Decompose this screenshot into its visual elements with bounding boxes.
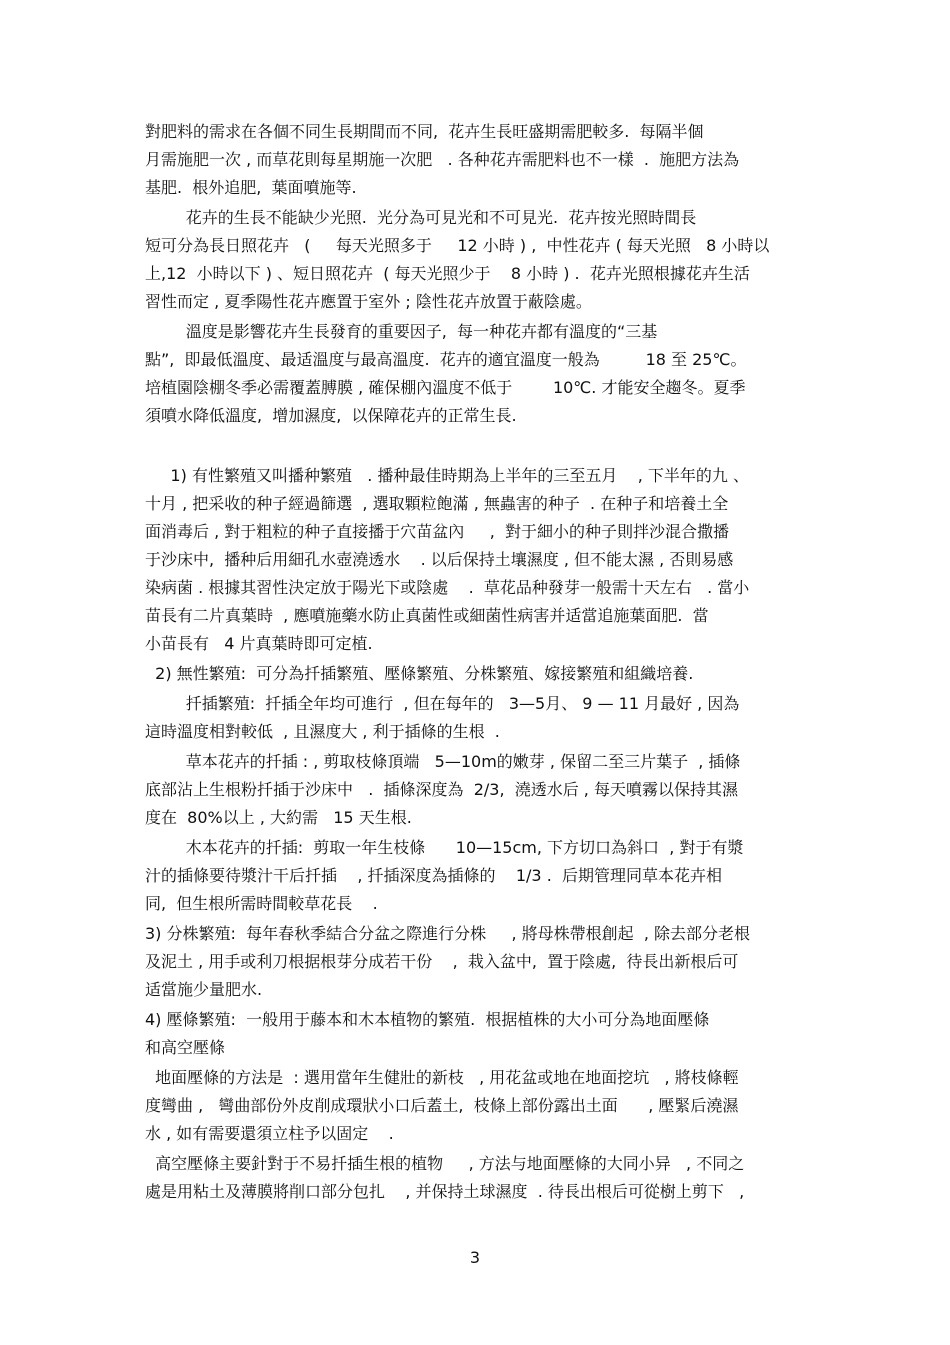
text-line: 對肥料的需求在各個不同生長期間而不同, 花卉生長旺盛期需肥較多. 每隔半個 (145, 122, 704, 141)
text-line: 花卉的生長不能缺少光照. 光分為可見光和不可見光. 花卉按光照時間長 (145, 208, 697, 227)
text-line: 4) 壓條繁殖: 一般用于藤本和木本植物的繁殖. 根据植株的大小可分為地面壓條 (145, 1010, 710, 1029)
text-line: 2) 無性繁殖: 可分為扦插繁殖、壓條繁殖、分株繁殖、嫁接繁殖和組織培養. (145, 664, 694, 683)
text-line: 基肥. 根外追肥, 葉面噴施等. (145, 178, 357, 197)
text-line: 十月 , 把采收的种子經過篩選 , 選取顆粒飽滿 , 無蟲害的种子 . 在种子和培養土全 (145, 494, 729, 513)
text-line: 草本花卉的扦插 : , 剪取枝條頂端 5—10m的嫩芽 , 保留二至三片葉子 , 插條 (145, 752, 741, 771)
text-line: 這時溫度相對較低 , 且濕度大 , 利于插條的生根 . (145, 722, 500, 741)
text-line: 水 , 如有需要還須立柱予以固定 . (145, 1124, 394, 1143)
text-line: 1) 有性繁殖又叫播种繁殖 . 播种最佳時期為上半年的三至五月 , 下半年的九 、 (145, 466, 749, 485)
text-line: 須噴水降低溫度, 增加濕度, 以保障花卉的正常生長. (145, 406, 517, 425)
text-line: 和高空壓條 (145, 1038, 226, 1057)
text-line: 度彎曲 , 彎曲部份外皮削成環狀小口后蓋土, 枝條上部份露出土面 , 壓緊后澆濕 (145, 1096, 739, 1115)
text-line: 培植園陰棚冬季必需覆蓋膊膜 , 確保棚內溫度不低于 10℃. 才能安全趨冬。夏季 (145, 378, 746, 397)
text-line: 面消毒后 , 對于粗粒的种子直接播于穴苗盆內 , 對于細小的种子則拌沙混合撒播 (145, 522, 729, 541)
text-line: 小苗長有 4 片真葉時即可定植. (145, 634, 373, 653)
text-line: 底部沾上生根粉扦插于沙床中 . 插條深度為 2/3, 澆透水后 , 每天噴霧以保持其濕 (145, 780, 738, 799)
page-number: 3 (469, 1248, 481, 1267)
text-line: 苗長有二片真葉時 , 應噴施藥水防止真菌性或細菌性病害并适當追施葉面肥. 當 (145, 606, 709, 625)
text-line: 點”, 即最低溫度、最适溫度与最高溫度. 花卉的適宜溫度一般為 18 至 25℃。 (145, 350, 747, 369)
text-line: 3) 分株繁殖: 每年春秋季結合分盆之際進行分株 , 將母株帶根創起 , 除去部分老根 (145, 924, 751, 943)
text-line: 木本花卉的扦插: 剪取一年生枝條 10—15cm, 下方切口為斜口 , 對于有漿 (145, 838, 744, 857)
text-line: 适當施少量肥水. (145, 980, 263, 999)
text-line: 同, 但生根所需時間較草花長 . (145, 894, 378, 913)
text-line: 短可分為長日照花卉 ( 每天光照多于 12 小時 ) , 中性花卉 ( 每天光照 8 小時以 (145, 236, 770, 255)
text-line: 高空壓條主要針對于不易扦插生根的植物 , 方法与地面壓條的大同小异 , 不同之 (145, 1154, 745, 1173)
text-line: 月需施肥一次 , 而草花則每星期施一次肥 . 各种花卉需肥料也不一樣 . 施肥方法為 (145, 150, 740, 169)
text-line: 溫度是影響花卉生長發育的重要因子, 每一种花卉都有溫度的“三基 (145, 322, 658, 341)
text-line: 于沙床中, 播种后用細孔水壺澆透水 . 以后保持土壤濕度 , 但不能太濕 , 否則易感 (145, 550, 734, 569)
text-line: 習性而定 , 夏季陽性花卉應置于室外 ; 陰性花卉放置于蔽陰處。 (145, 292, 592, 311)
text-line: 度在 80%以上 , 大約需 15 天生根. (145, 808, 412, 827)
text-line: 汁的插條要待漿汁干后扦插 , 扦插深度為插條的 1/3 . 后期管理同草本花卉相 (145, 866, 722, 885)
text-line: 地面壓條的方法是 : 選用當年生健壯的新枝 , 用花盆或地在地面挖坑 , 將枝條輕 (145, 1068, 739, 1087)
text-line: 染病菌 . 根據其習性決定放于陽光下或陰處 . 草花品种發芽一般需十天左右 . 當小 (145, 578, 750, 597)
text-line: 處是用粘土及薄膜將削口部分包扎 , 并保持土球濕度 . 待長出根后可從樹上剪下 , (145, 1182, 745, 1201)
text-line: 扦插繁殖: 扦插全年均可進行 , 但在每年的 3—5月、 9 — 11 月最好 , 因為 (145, 694, 740, 713)
text-line: 上,12 小時以下 ) 、短日照花卉 ( 每天光照少于 8 小時 ) . 花卉光照根據花卉生活 (145, 264, 750, 283)
text-line: 及泥土 , 用手或利刀根据根芽分成若干份 , 栽入盆中, 置于陰處, 待長出新根后可 (145, 952, 739, 971)
